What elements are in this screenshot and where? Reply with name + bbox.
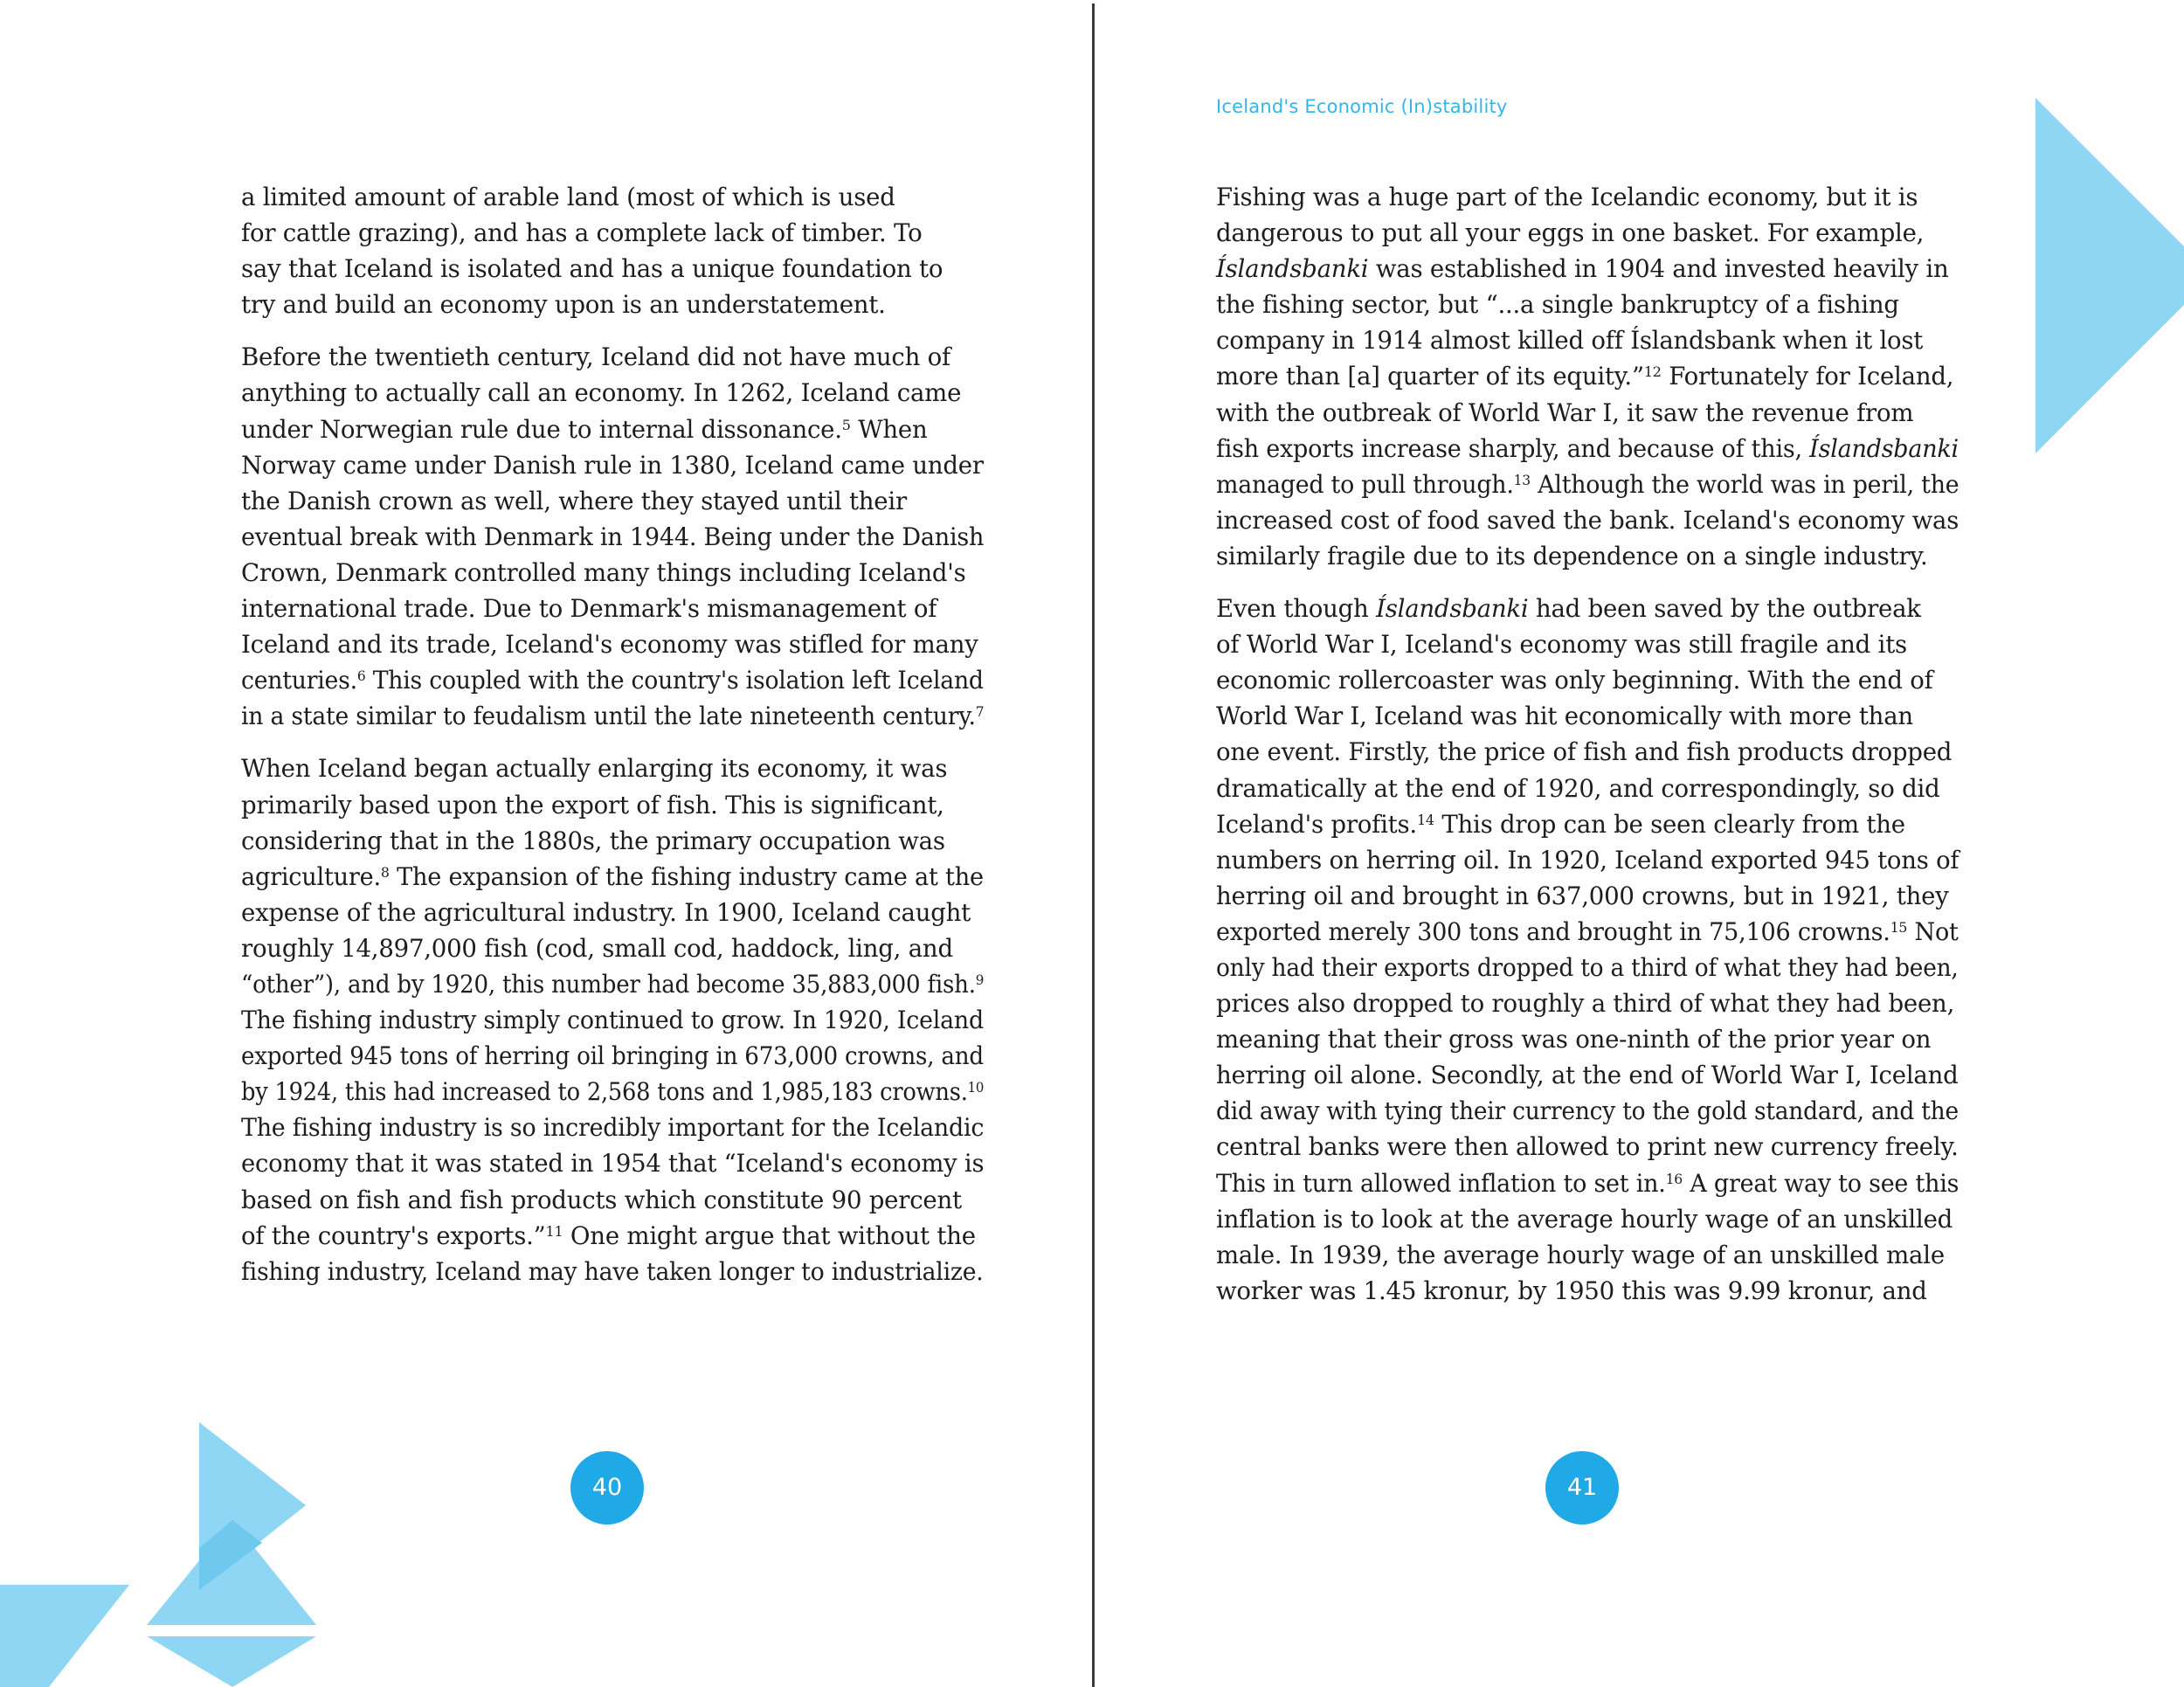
text-line <box>1216 985 1959 1021</box>
text-run: Iceland's profits. <box>1216 809 1417 839</box>
footnote-reference: 6 <box>356 667 366 685</box>
text-line <box>1216 467 1959 502</box>
text-run: The fishing industry is so incredibly important for the Icelandic <box>241 1113 985 1143</box>
paragraph <box>241 750 984 1289</box>
text-run: eventual break with Denmark in 1944. Being under the Danish <box>241 522 985 551</box>
text-line <box>1216 358 1959 394</box>
text-line <box>241 787 984 823</box>
text-run: Fishing was a huge part of the Icelandic economy, but it is <box>1216 183 1918 211</box>
text-run: similarly fragile due to its dependence on a single industry. <box>1216 541 1928 570</box>
text-run: This coupled with the country's isolation left Iceland <box>365 666 984 695</box>
text-line <box>241 1074 985 1110</box>
text-run: When Iceland began actually enlarging its economy, it was <box>241 754 948 784</box>
text-line <box>241 251 984 287</box>
text-line <box>241 895 984 930</box>
text-run: managed to pull through. <box>1216 469 1514 499</box>
footnote-reference: 9 <box>975 971 985 988</box>
text-run: try and build an economy upon is an understatement. <box>241 290 886 320</box>
text-line <box>241 1218 984 1254</box>
text-run: fish exports increase sharply, and because of this, <box>1216 433 1810 463</box>
text-line <box>1216 591 1959 626</box>
text-run: of the country's exports.” <box>241 1220 546 1250</box>
text-line <box>241 339 984 375</box>
text-line <box>241 966 985 1002</box>
text-run: dramatically at the end of 1920, and correspondingly, so did <box>1216 773 1940 803</box>
text-run: One might argue that without the <box>563 1220 976 1250</box>
page-number-badge: 40 <box>570 1451 644 1525</box>
footnote-reference: 12 <box>1643 363 1662 381</box>
text-line <box>241 483 984 519</box>
text-run: the Danish crown as well, where they stayed until their <box>241 486 907 515</box>
text-line <box>241 1145 985 1181</box>
text-line <box>241 287 984 322</box>
paragraph <box>1216 591 1959 1309</box>
text-run: with the outbreak of World War I, it saw the revenue from <box>1216 398 1914 427</box>
footnote-reference: 7 <box>975 703 985 721</box>
text-run: expense of the agricultural industry. In 1900, Iceland caught <box>241 897 971 927</box>
text-run: more than [a] quarter of its equity.” <box>1216 362 1644 391</box>
text-run: did away with tying their currency to the gold standard, and the <box>1216 1096 1959 1126</box>
text-run: herring oil and brought in 637,000 crowns, but in 1921, they <box>1216 881 1949 910</box>
text-line <box>241 930 984 966</box>
text-line <box>241 1038 984 1074</box>
text-run: anything to actually call an economy. In 1262, Iceland came <box>241 378 962 408</box>
text-run: in a state similar to feudalism until the late nineteenth century. <box>241 702 976 731</box>
text-run: Norway came under Danish rule in 1380, Iceland came under <box>241 450 984 480</box>
text-line <box>1216 842 1957 878</box>
text-line <box>241 662 984 698</box>
text-line <box>241 1182 984 1218</box>
text-line <box>1216 734 1959 770</box>
text-line <box>1216 431 1959 467</box>
text-run: company in 1914 almost killed off Íslandsbank when it lost <box>1216 326 1924 356</box>
text-line <box>1216 251 1959 287</box>
footnote-reference: 5 <box>841 416 851 433</box>
text-line <box>1216 1093 1959 1129</box>
text-run: under Norwegian rule due to internal dissonance. <box>241 414 842 444</box>
text-run: A great way to see this <box>1682 1168 1959 1198</box>
text-run: The expansion of the fishing industry came at the <box>389 861 984 891</box>
text-line <box>1216 1165 1959 1201</box>
text-run: a limited amount of arable land (most of which is used <box>241 183 895 211</box>
text-line <box>241 823 984 859</box>
text-run: had been saved by the outbreak <box>1528 594 1921 624</box>
running-head: Iceland's Economic (In)stability <box>1216 96 1508 117</box>
text-run: Even though <box>1216 594 1377 624</box>
text-line <box>1216 538 1959 574</box>
text-run: Fortunately for Iceland, <box>1661 362 1954 391</box>
text-run: one event. Firstly, the price of fish and fish products dropped <box>1216 737 1952 767</box>
page-number-badge: 41 <box>1545 1451 1619 1525</box>
text-line <box>1216 1057 1959 1093</box>
text-run: This in turn allowed inflation to set in. <box>1216 1168 1666 1198</box>
text-line <box>1216 287 1959 322</box>
text-run: increased cost of food saved the bank. Iceland's economy was <box>1216 505 1959 535</box>
text-line <box>241 519 985 555</box>
footnote-reference: 14 <box>1416 811 1434 828</box>
paragraph <box>241 339 984 734</box>
text-line <box>241 447 983 483</box>
text-run: “other”), and by 1920, this number had become 35,883,000 fish. <box>241 969 976 999</box>
text-run: numbers on herring oil. In 1920, Iceland exported 945 tons of <box>1216 845 1959 875</box>
text-run: Not <box>1907 916 1959 946</box>
left-page-body <box>241 179 984 1306</box>
text-run: primarily based upon the export of fish. This is significant, <box>241 790 944 819</box>
text-line <box>1216 1129 1958 1165</box>
text-line <box>241 411 984 447</box>
text-line <box>1216 1201 1959 1237</box>
text-run: Crown, Denmark controlled many things including Iceland's <box>241 557 966 587</box>
text-run: for cattle grazing), and has a complete lack of timber. To <box>241 218 923 248</box>
text-line <box>241 375 984 411</box>
text-line <box>1216 1021 1959 1057</box>
text-run: When <box>850 414 928 444</box>
text-run: dangerous to put all your eggs in one basket. For example, <box>1216 218 1925 248</box>
text-line <box>1216 771 1959 806</box>
text-line <box>1216 502 1957 538</box>
text-run: male. In 1939, the average hourly wage of an unskilled male <box>1216 1240 1945 1269</box>
text-run: only had their exports dropped to a third of what they had been, <box>1216 952 1959 982</box>
text-run: economy that it was stated in 1954 that “Iceland's economy is <box>241 1149 985 1179</box>
text-run: international trade. Due to Denmark's mismanagement of <box>241 594 937 624</box>
text-run: exported merely 300 tons and brought in 75,106 crowns. <box>1216 916 1890 946</box>
text-line <box>241 1110 985 1145</box>
text-line <box>241 555 984 591</box>
text-run: The fishing industry simply continued to grow. In 1920, Iceland <box>241 1006 984 1035</box>
paragraph <box>1216 179 1959 574</box>
right-page-body <box>1216 179 1959 1325</box>
text-line <box>241 1254 984 1289</box>
footnote-reference: 13 <box>1513 471 1531 488</box>
text-line <box>241 750 984 786</box>
text-run: by 1924, this had increased to 2,568 tons and 1,985,183 crowns. <box>241 1077 968 1107</box>
paragraph <box>241 179 984 322</box>
text-run: prices also dropped to roughly a third of what they had been, <box>1216 989 1955 1019</box>
text-line <box>1216 662 1959 698</box>
text-run: worker was 1.45 kronur, by 1950 this was 9.99 kronur, and <box>1216 1276 1927 1305</box>
text-run: roughly 14,897,000 fish (cod, small cod, haddock, ling, and <box>241 933 953 963</box>
text-run: centuries. <box>241 666 357 695</box>
text-line <box>1216 215 1959 251</box>
text-run: based on fish and fish products which constitute 90 percent <box>241 1185 962 1214</box>
text-line <box>1216 179 1959 215</box>
text-line <box>1216 914 1959 950</box>
text-line <box>1216 806 1959 842</box>
text-line <box>1216 1237 1959 1273</box>
text-run: meaning that their gross was one-ninth of the prior year on <box>1216 1025 1932 1054</box>
text-run: Iceland and its trade, Iceland's economy was stifled for many <box>241 630 978 660</box>
text-line <box>241 1002 984 1038</box>
text-line <box>1216 950 1959 985</box>
text-run: This drop can be seen clearly from the <box>1434 809 1905 839</box>
text-run: say that Iceland is isolated and has a unique foundation to <box>241 254 943 284</box>
text-run: inflation is to look at the average hourly wage of an unskilled <box>1216 1204 1953 1234</box>
text-run: considering that in the 1880s, the primary occupation was <box>241 826 945 855</box>
text-line <box>1216 322 1959 358</box>
text-line <box>241 591 984 626</box>
text-line <box>1216 395 1959 431</box>
footnote-reference: 8 <box>380 863 390 881</box>
italic-term: Íslandsbanki <box>1376 594 1529 624</box>
text-run: central banks were then allowed to print new currency freely. <box>1216 1132 1959 1162</box>
text-run: exported 945 tons of herring oil bringing in 673,000 crowns, and <box>241 1041 984 1071</box>
text-run: World War I, Iceland was hit economically with more than <box>1216 702 1913 731</box>
right-page <box>1092 0 2184 1687</box>
text-run: herring oil alone. Secondly, at the end of World War I, Iceland <box>1216 1061 1959 1090</box>
text-line <box>241 859 984 895</box>
footnote-reference: 11 <box>545 1222 563 1240</box>
text-line <box>1216 626 1959 662</box>
text-line <box>241 698 985 734</box>
text-line <box>1216 698 1959 734</box>
text-line <box>1216 878 1959 914</box>
italic-term: Íslandsbanki <box>1216 254 1369 284</box>
text-run: was established in 1904 and invested heavily in <box>1368 254 1949 284</box>
text-line <box>1216 1273 1959 1309</box>
text-run: of World War I, Iceland's economy was still fragile and its <box>1216 630 1907 660</box>
text-line <box>241 215 984 251</box>
text-run: the fishing sector, but “...a single bankruptcy of a fishing <box>1216 290 1899 320</box>
text-run: economic rollercoaster was only beginning. With the end of <box>1216 666 1933 695</box>
footnote-reference: 10 <box>967 1079 985 1096</box>
text-run: fishing industry, Iceland may have taken longer to industrialize. <box>241 1256 984 1286</box>
footnote-reference: 15 <box>1890 918 1908 936</box>
text-run: Before the twentieth century, Iceland did not have much of <box>241 342 950 372</box>
text-line <box>241 626 984 662</box>
text-run: agriculture. <box>241 861 381 891</box>
italic-term: Íslandsbanki <box>1809 433 1959 463</box>
footnote-reference: 16 <box>1665 1170 1683 1187</box>
text-line <box>241 179 984 215</box>
text-run: Although the world was in peril, the <box>1530 469 1959 499</box>
